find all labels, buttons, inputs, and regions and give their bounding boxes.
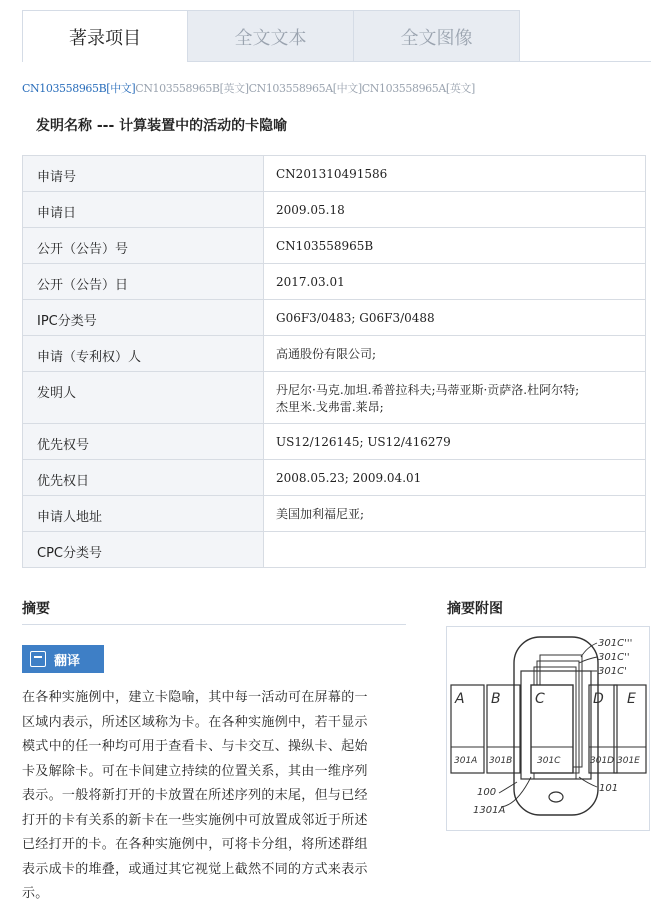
- abstract-line: 在各种实施例中，建立卡隐喻，其中每一活动可在屏幕的一: [22, 690, 368, 705]
- card-letter: D: [593, 691, 604, 707]
- bibliographic-table: [22, 155, 646, 568]
- tab-bar: [22, 10, 520, 62]
- card-d: [589, 685, 617, 773]
- card-letter: E: [627, 691, 636, 707]
- abstract-figure[interactable]: [446, 626, 650, 831]
- table-row: [23, 496, 646, 532]
- version-link-cn-a-zh[interactable]: CN103558965A[中文]: [248, 82, 362, 95]
- abstract-line: 示。: [22, 886, 49, 901]
- field-value: 2017.03.01: [264, 264, 646, 300]
- card-e: [614, 685, 646, 773]
- card-code: 301A: [454, 756, 478, 766]
- table-row: [23, 300, 646, 336]
- callout-label: 301C': [598, 666, 627, 677]
- patent-drawing: [447, 627, 649, 830]
- field-label: 申请人地址: [23, 496, 264, 532]
- card-letter: A: [455, 691, 465, 707]
- field-value: CN103558965B: [264, 228, 646, 264]
- abstract-line: 表示成卡的堆叠，或通过其它视觉上截然不同的方式来表示: [22, 861, 368, 877]
- field-value: [264, 372, 646, 424]
- field-label: 优先权日: [23, 460, 264, 496]
- callout-label: 301C'': [598, 652, 630, 663]
- field-value: G06F3/0483; G06F3/0488: [264, 300, 646, 336]
- field-label: 发明人: [23, 372, 264, 424]
- table-row: [23, 192, 646, 228]
- abstract-line: 区域内表示，所述区域称为卡。在各种实施例中，若干显示: [22, 714, 368, 730]
- field-label: IPC分类号: [23, 300, 264, 336]
- table-row: [23, 372, 646, 424]
- home-button-icon: [549, 792, 563, 802]
- version-link-cn-b-en[interactable]: CN103558965B[英文]: [135, 82, 249, 95]
- tab-full-text[interactable]: 全文文本: [188, 10, 354, 62]
- table-row: [23, 336, 646, 372]
- abstract-line: 表示。一般将新打开的卡放置在所述序列的末尾，但与已经: [22, 788, 368, 803]
- card-letter: B: [491, 691, 501, 707]
- field-label: 公开（公告）日: [23, 264, 264, 300]
- field-value: CN201310491586: [264, 156, 646, 192]
- field-value: 2008.05.23; 2009.04.01: [264, 460, 646, 496]
- invention-title: 发明名称 --- 计算装置中的活动的卡隐喻: [36, 118, 288, 134]
- abstract-heading: 摘要: [22, 601, 50, 617]
- field-label: CPC分类号: [23, 532, 264, 568]
- version-link-cn-b-zh[interactable]: CN103558965B[中文]: [22, 82, 136, 95]
- table-row: [23, 532, 646, 568]
- card-letter: C: [535, 691, 545, 707]
- card-code: 301C: [537, 756, 561, 766]
- field-value: US12/126145; US12/416279: [264, 424, 646, 460]
- field-label: 申请（专利权）人: [23, 336, 264, 372]
- table-row: [23, 424, 646, 460]
- callout-label: 1301A: [473, 805, 506, 816]
- field-label: 公开（公告）号: [23, 228, 264, 264]
- translate-icon: [30, 651, 46, 667]
- inventor-line: 杰里米.戈弗雷.莱昂;: [276, 400, 384, 414]
- abstract-line: 打开的卡有关系的新卡在一些实施例中可放置成邻近于所述: [22, 812, 368, 828]
- card-a: [451, 685, 484, 773]
- tab-full-image[interactable]: 全文图像: [354, 10, 520, 62]
- callout-label: 101: [599, 783, 619, 794]
- tab-bibliographic[interactable]: 著录项目: [22, 10, 188, 62]
- field-value: 2009.05.18: [264, 192, 646, 228]
- translate-button-label: 翻译: [54, 653, 81, 669]
- inventor-line: 丹尼尔·马克.加坦.希普拉科夫;马蒂亚斯·贡萨洛.杜阿尔特;: [276, 383, 580, 397]
- abstract-text: [22, 686, 406, 907]
- version-links: [22, 80, 647, 96]
- callout-label: 301C''': [598, 638, 633, 649]
- abstract-line: 卡及解除卡。可在卡间建立持续的位置关系，其由一维序列: [22, 763, 368, 779]
- abstract-divider: [22, 624, 406, 625]
- card-code: 301D: [590, 756, 615, 766]
- field-label: 优先权号: [23, 424, 264, 460]
- callout-label: 100: [477, 787, 497, 798]
- table-row: [23, 156, 646, 192]
- card-code: 301E: [617, 756, 640, 766]
- abstract-line: 已经打开的卡。在各种实施例中，可将卡分组，将所述群组: [22, 837, 368, 852]
- card-b: [487, 685, 520, 773]
- tab-divider: [188, 61, 651, 62]
- card-c: [531, 685, 573, 773]
- table-row: [23, 460, 646, 496]
- field-label: 申请日: [23, 192, 264, 228]
- table-row: [23, 228, 646, 264]
- field-value: 高通股份有限公司;: [264, 336, 646, 372]
- abstract-figure-heading: 摘要附图: [447, 601, 503, 617]
- field-value: 美国加利福尼亚;: [264, 496, 646, 532]
- field-label: 申请号: [23, 156, 264, 192]
- version-link-cn-a-en[interactable]: CN103558965A[英文]: [361, 82, 475, 95]
- field-value: [264, 532, 646, 568]
- table-row: [23, 264, 646, 300]
- translate-button[interactable]: [22, 645, 104, 673]
- abstract-line: 模式中的任一种均可用于查看卡、与卡交互、操纵卡、起始: [22, 739, 368, 754]
- card-code: 301B: [489, 756, 513, 766]
